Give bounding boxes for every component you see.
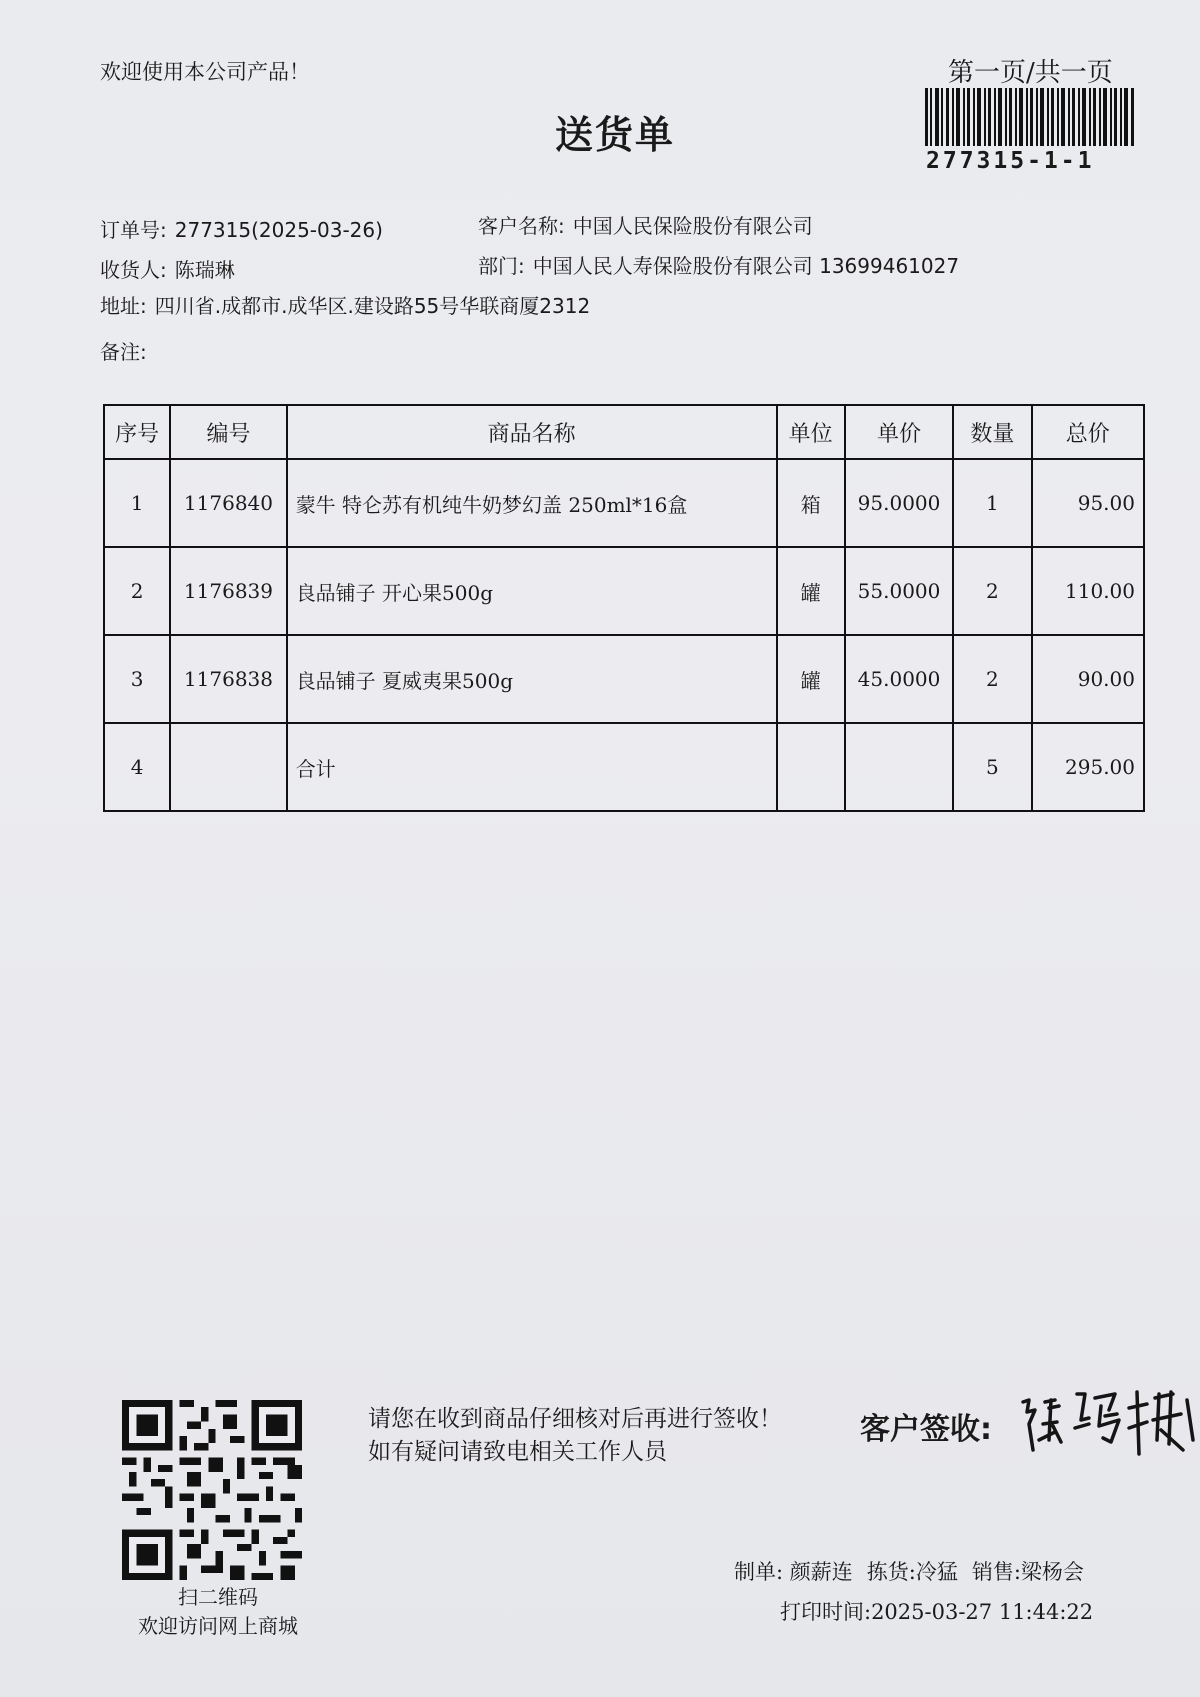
table-row <box>104 547 1144 635</box>
remark-label: 备注: <box>100 340 147 364</box>
qr-caption <box>113 1583 323 1641</box>
print-time: 打印时间:2025-03-27 11:44:22 <box>780 1600 1094 1624</box>
customer-name-value: 中国人民保险股份有限公司 <box>572 214 813 238</box>
cell-product-name: 良品铺子 开心果500g <box>287 547 777 635</box>
cell-unit: 罐 <box>777 547 845 635</box>
table-header-row <box>104 405 1144 459</box>
cell-quantity: 1 <box>953 459 1031 547</box>
header-total: 总价 <box>1032 405 1144 459</box>
order-number-label: 订单号: <box>100 218 167 242</box>
department-label: 部门: <box>478 254 525 278</box>
department-line <box>478 250 959 279</box>
items-table <box>103 404 1145 812</box>
sales-name: 销售:梁杨会 <box>971 1560 1084 1584</box>
header-unit: 单位 <box>777 405 845 459</box>
cell-index: 4 <box>104 723 170 811</box>
cell-product-name: 合计 <box>287 723 777 811</box>
header-quantity: 数量 <box>953 405 1031 459</box>
department-value: 中国人民人寿保险股份有限公司 13699461027 <box>532 254 960 278</box>
qr-caption-line-2: 欢迎访问网上商城 <box>138 1614 298 1638</box>
address-line <box>100 290 590 319</box>
cell-code: 1176838 <box>170 635 286 723</box>
table-row <box>104 459 1144 547</box>
table-row <box>104 635 1144 723</box>
cell-unit-price <box>845 723 953 811</box>
cell-code: 1176839 <box>170 547 286 635</box>
welcome-text: 欢迎使用本公司产品！ <box>100 60 310 84</box>
cell-total: 90.00 <box>1032 635 1144 723</box>
cell-unit: 箱 <box>777 459 845 547</box>
cell-product-name: 良品铺子 夏威夷果500g <box>287 635 777 723</box>
receiver-line <box>100 254 235 283</box>
address-label: 地址: <box>100 294 147 318</box>
cell-unit-price: 55.0000 <box>845 547 953 635</box>
cell-total: 295.00 <box>1032 723 1144 811</box>
customer-name-line <box>478 210 813 239</box>
cell-index: 1 <box>104 459 170 547</box>
cell-quantity: 2 <box>953 547 1031 635</box>
picker-name: 拣货:冷猛 <box>866 1560 958 1584</box>
cell-code <box>170 723 286 811</box>
qr-caption-line-1: 扫二维码 <box>178 1585 258 1609</box>
page-indicator: 第一页/共一页 <box>948 58 1113 88</box>
staff-line <box>734 1556 1098 1586</box>
cell-unit-price: 45.0000 <box>845 635 953 723</box>
cell-total: 95.00 <box>1032 459 1144 547</box>
check-notice: 请您在收到商品仔细核对后再进行签收！如有疑问请致电相关工作人员 <box>368 1406 782 1465</box>
customer-sign-label: 客户签收: <box>860 1412 992 1447</box>
cell-unit-price: 95.0000 <box>845 459 953 547</box>
barcode-number: 277315-1-1 <box>926 148 1095 174</box>
cell-total: 110.00 <box>1032 547 1144 635</box>
barcode-icon <box>925 88 1137 146</box>
cell-unit <box>777 723 845 811</box>
cell-quantity: 2 <box>953 635 1031 723</box>
cell-quantity: 5 <box>953 723 1031 811</box>
cell-index: 2 <box>104 547 170 635</box>
header-code: 编号 <box>170 405 286 459</box>
header-index: 序号 <box>104 405 170 459</box>
order-number-value: 277315(2025-03-26) <box>174 218 383 242</box>
address-value: 四川省.成都市.成华区.建设路55号华联商厦2312 <box>154 294 591 318</box>
receiver-label: 收货人: <box>100 258 167 282</box>
header-unit-price: 单价 <box>845 405 953 459</box>
cell-unit: 罐 <box>777 635 845 723</box>
cell-product-name: 蒙牛 特仑苏有机纯牛奶梦幻盖 250ml*16盒 <box>287 459 777 547</box>
cell-code: 1176840 <box>170 459 286 547</box>
qr-code-icon <box>122 1400 302 1580</box>
remark-line <box>100 336 155 365</box>
document-title: 送货单 <box>555 113 676 157</box>
order-number-line <box>100 214 383 243</box>
cell-index: 3 <box>104 635 170 723</box>
table-row-summary <box>104 723 1144 811</box>
receiver-value: 陈瑞琳 <box>174 258 235 282</box>
header-product-name: 商品名称 <box>287 405 777 459</box>
customer-name-label: 客户名称: <box>478 214 565 238</box>
handwritten-signature <box>1015 1380 1200 1470</box>
maker-name: 制单: 颜薪连 <box>734 1560 853 1584</box>
